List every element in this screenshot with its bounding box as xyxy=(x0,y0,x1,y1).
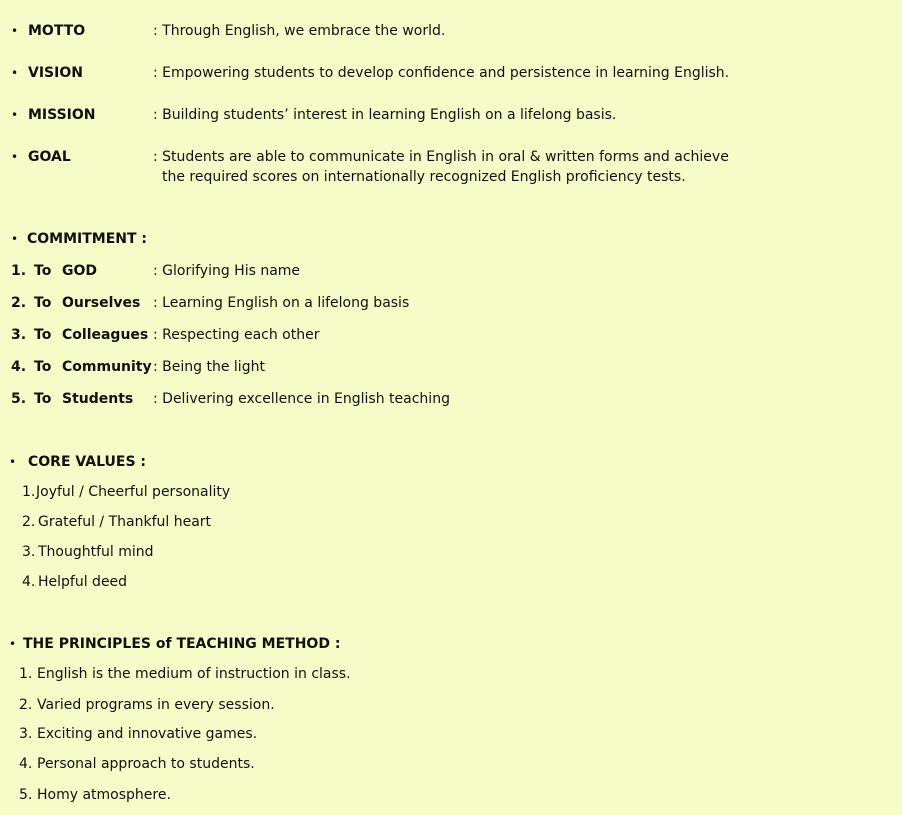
item-value: : Respecting each other xyxy=(153,327,320,343)
item-target: Ourselves xyxy=(62,295,141,311)
item-number: 2. xyxy=(22,514,36,530)
core-values-heading: CORE VALUES : xyxy=(28,454,147,470)
goal-label: GOAL xyxy=(28,149,71,165)
item-target: GOD xyxy=(62,263,98,279)
principles-heading: THE PRINCIPLES of TEACHING METHOD : xyxy=(23,636,341,652)
bullet-icon: • xyxy=(9,455,17,469)
goal-value-line2: the required scores on internationally recognized English proficiency tests. xyxy=(162,169,686,185)
item-number: 3. xyxy=(11,327,27,343)
item-number: 4. xyxy=(11,359,27,375)
item-text: English is the medium of instruction in class. xyxy=(37,666,351,682)
item-to: To xyxy=(34,327,52,343)
bullet-icon: • xyxy=(11,66,19,80)
item-text: Thoughtful mind xyxy=(38,544,154,560)
item-number: 4. xyxy=(19,756,33,772)
item-number: 3. xyxy=(19,726,33,742)
item-value: : Glorifying His name xyxy=(153,263,301,279)
goal-value: : Students are able to communicate in English in oral & written forms and achieve xyxy=(153,149,729,165)
commitment-heading: COMMITMENT : xyxy=(27,231,148,247)
item-text: Joyful / Cheerful personality xyxy=(36,484,231,500)
item-number: 4. xyxy=(22,574,36,590)
item-to: To xyxy=(34,359,52,375)
bullet-icon: • xyxy=(11,108,19,122)
item-text: Grateful / Thankful heart xyxy=(38,514,212,530)
item-text: Personal approach to students. xyxy=(37,756,255,772)
item-target: Colleagues xyxy=(62,327,149,343)
vision-label: VISION xyxy=(28,65,83,81)
mission-value: : Building students’ interest in learning English on a lifelong basis. xyxy=(153,107,617,123)
item-to: To xyxy=(34,295,52,311)
item-target: Community xyxy=(62,359,152,375)
item-to: To xyxy=(34,391,52,407)
item-value: : Being the light xyxy=(153,359,265,375)
item-to: To xyxy=(34,263,52,279)
vision-value: : Empowering students to develop confidence and persistence in learning English. xyxy=(153,65,730,81)
item-target: Students xyxy=(62,391,134,407)
item-number: 1. xyxy=(19,666,33,682)
bullet-icon: • xyxy=(11,24,19,38)
motto-label: MOTTO xyxy=(28,23,86,39)
item-value: : Delivering excellence in English teaching xyxy=(153,391,450,407)
item-number: 1. xyxy=(11,263,27,279)
item-number: 5. xyxy=(19,787,33,803)
motto-value: : Through English, we embrace the world. xyxy=(153,23,446,39)
item-text: Homy atmosphere. xyxy=(37,787,171,803)
item-number: 2. xyxy=(11,295,27,311)
item-number: 2. xyxy=(19,697,33,713)
mission-label: MISSION xyxy=(28,107,96,123)
item-value: : Learning English on a lifelong basis xyxy=(153,295,410,311)
bullet-icon: • xyxy=(11,150,19,164)
item-number: 1. xyxy=(22,484,36,500)
bullet-icon: • xyxy=(9,637,17,651)
bullet-icon: • xyxy=(11,232,19,246)
item-number: 3. xyxy=(22,544,36,560)
item-text: Varied programs in every session. xyxy=(37,697,275,713)
item-text: Helpful deed xyxy=(38,574,128,590)
item-number: 5. xyxy=(11,391,27,407)
item-text: Exciting and innovative games. xyxy=(37,726,258,742)
